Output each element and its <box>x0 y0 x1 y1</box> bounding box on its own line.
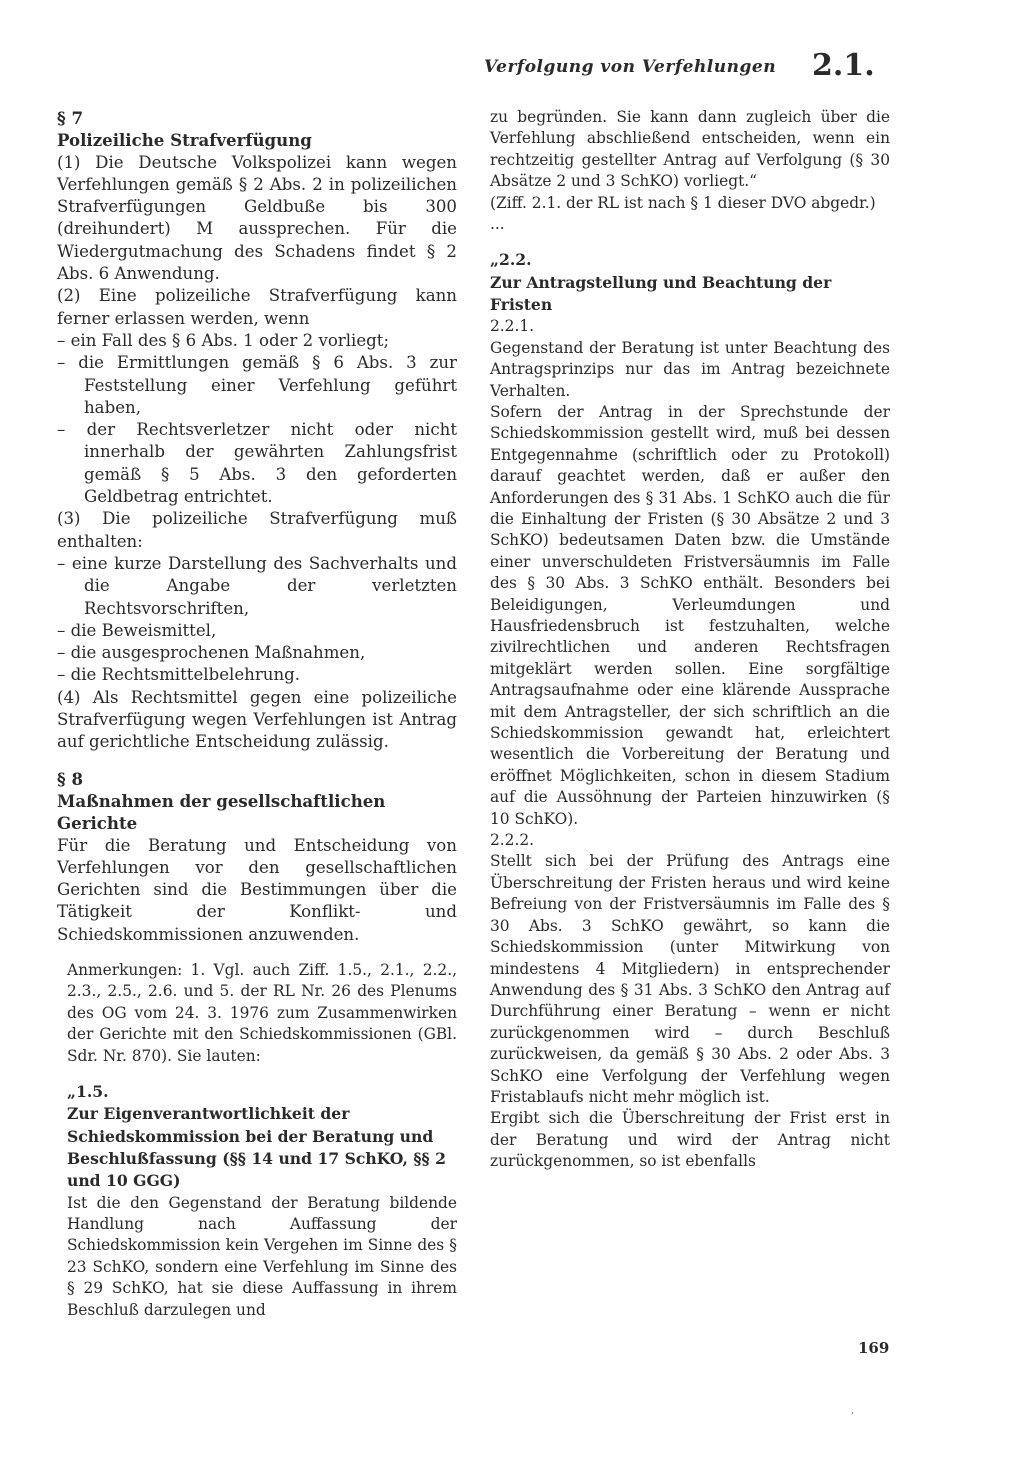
paragraph: (Ziff. 2.1. der RL ist nach § 1 dieser DVO abgedr.) <box>490 193 876 212</box>
paragraph: – die Ermittlungen gemäß § 6 Abs. 3 zur Feststellung einer Verfehlung geführt haben, <box>57 353 457 417</box>
paragraph: 2.2.1. <box>490 317 535 336</box>
paragraph: (4) Als Rechtsmittel gegen eine polizeiliche Strafverfügung wegen Verfehlungen ist Antrag auf gerichtliche Entscheidung zulässig. <box>57 687 457 752</box>
paragraph: – ein Fall des § 6 Abs. 1 oder 2 vorliegt; <box>57 330 390 350</box>
running-title: Verfolgung von Verfehlungen <box>484 57 777 77</box>
paragraph: zu begründen. Sie kann dann zugleich über die Verfehlung abschließend entscheiden, wenn ein rechtzeitig gestellter Antrag auf Verfolgung (§ 30 Absätze 2 und 3 SchKO) vorliegt.“ <box>490 108 890 191</box>
paragraph: – der Rechtsverletzer nicht oder nicht innerhalb der gewährten Zahlungsfrist gemäß § 5 Abs. 3 den geforderten Geldbetrag entrichtet. <box>57 420 457 507</box>
section-heading: Maßnahmen der gesellschaftlichen Gerichte <box>57 790 386 834</box>
section-heading: § 8 <box>57 768 84 789</box>
paragraph: Stellt sich bei der Prüfung des Antrags eine Überschreitung der Fristen heraus und wird keine Befreiung von der Fristversäumnis im Falle des § 30 Abs. 3 SchKO gewährt, so kann die Schiedskommission (unter Mitwirkung von mindestens 4 Mitgliedern) in entsprechender Anwendung des § 31 Abs. 3 SchKO den Antrag auf Durchführung einer Beratung – wenn er nicht zurückgenommen wird – durch Beschluß zurückweisen, da gemäß § 30 Abs. 2 oder Abs. 3 SchKO eine Verfolgung der Verfehlung wegen Fristablaufs nicht mehr möglich ist. <box>490 852 890 1106</box>
scan-mark: , <box>851 1405 855 1416</box>
paragraph: (3) Die polizeiliche Strafverfügung muß enthalten: <box>57 509 457 551</box>
section-heading: „1.5. <box>67 1082 109 1102</box>
left-column <box>57 107 457 1321</box>
paragraph: Sofern der Antrag in der Sprechstunde der Schiedskommission gestellt wird, muß bei dessen Entgegennahme (schriftlich oder zu Protokoll) darauf geachtet werden, daß er außer den Anforderungen des § 31 Abs. 1 SchKO auch die für die Einhaltung der Fristen (§ 30 Absätze 2 und 3 SchKO) bedeutsamen Daten bzw. die Umstände einer unverschuldeten Fristversäumnis im Falle des § 30 Abs. 3 SchKO enthält. Besonders bei Beleidigungen, Verleumdungen und Hausfriedensbruch ist festzuhalten, welche zivilrechtlichen und anderen Rechtsfragen mitgeklärt werden sollen. Eine sorgfältige Antragsaufnahme oder eine klärende Aussprache mit dem Antragsteller, der sich schriftlich an die Schiedskommission gewandt hat, erleichtert wesentlich die Vorbereitung der Beratung und eröffnet Möglichkeiten, schon in diesem Stadium auf die Aussöhnung der Parteien hinzuwirken (§ 10 SchKO). <box>490 402 890 828</box>
section-heading: Zur Eigenverantwortlichkeit der Schiedskommission bei der Beratung und Beschlußfassung (§§ 14 und 17 SchKO, §§ 2 und 10 GGG) <box>67 1104 446 1191</box>
paragraph: – die Beweismittel, <box>57 620 217 640</box>
paragraph: (1) Die Deutsche Volkspolizei kann wegen Verfehlungen gemäß § 2 Abs. 2 in polizeilichen Strafverfügungen Geldbuße bis 300 (dreihundert) M aussprechen. Für die Wiedergutmachung des Schadens findet § 2 Abs. 6 Anwendung. <box>57 152 457 284</box>
paragraph: (2) Eine polizeiliche Strafverfügung kann ferner erlassen werden, wenn <box>57 286 457 328</box>
section-heading: Zur Antragstellung und Beachtung der Fristen <box>490 272 832 315</box>
page-number: 169 <box>858 1339 890 1357</box>
paragraph: – eine kurze Darstellung des Sachverhalts und die Angabe der verletzten Rechtsvorschriften, <box>57 553 457 618</box>
paragraph: Für die Beratung und Entscheidung von Verfehlungen vor den gesellschaftlichen Gerichten sind die Bestimmungen über die Tätigkeit der Konflikt- und Schiedskommissionen anzuwenden. <box>57 835 457 944</box>
right-column <box>490 107 890 1173</box>
paragraph: – die ausgesprochenen Maßnahmen, <box>57 643 366 663</box>
paragraph: Gegenstand der Beratung ist unter Beachtung des Antragsprinzips nur das im Antrag bezeichnete Verhalten. <box>490 338 890 400</box>
section-heading: „2.2. <box>490 250 532 270</box>
paragraph: Anmerkungen: 1. Vgl. auch Ziff. 1.5., 2.1., 2.2., 2.3., 2.5., 2.6. und 5. der RL Nr. 26 des Plenums des OG vom 24. 3. 1976 zum Zusammenwirken der Gerichte mit den Schiedskommissionen (GBl. Sdr. Nr. 870). Sie lauten: <box>67 960 457 1065</box>
paragraph: Ist die den Gegenstand der Beratung bildende Handlung nach Auffassung der Schiedskommission kein Vergehen im Sinne des § 23 SchKO, sondern eine Verfehlung im Sinne des § 29 SchKO, hat sie diese Auffassung in ihrem Beschluß darzulegen und <box>67 1193 457 1319</box>
paragraph: Ergibt sich die Überschreitung der Frist erst in der Beratung und wird der Antrag nicht zurückgenommen, so ist ebenfalls <box>490 1109 890 1171</box>
section-heading: § 7 <box>57 108 84 128</box>
paragraph: ... <box>490 215 505 234</box>
section-heading: Polizeiliche Strafverfügung <box>57 130 312 151</box>
paragraph: 2.2.2. <box>490 831 535 850</box>
paragraph: – die Rechtsmittelbelehrung. <box>57 665 301 685</box>
section-number: 2.1. <box>812 48 875 83</box>
